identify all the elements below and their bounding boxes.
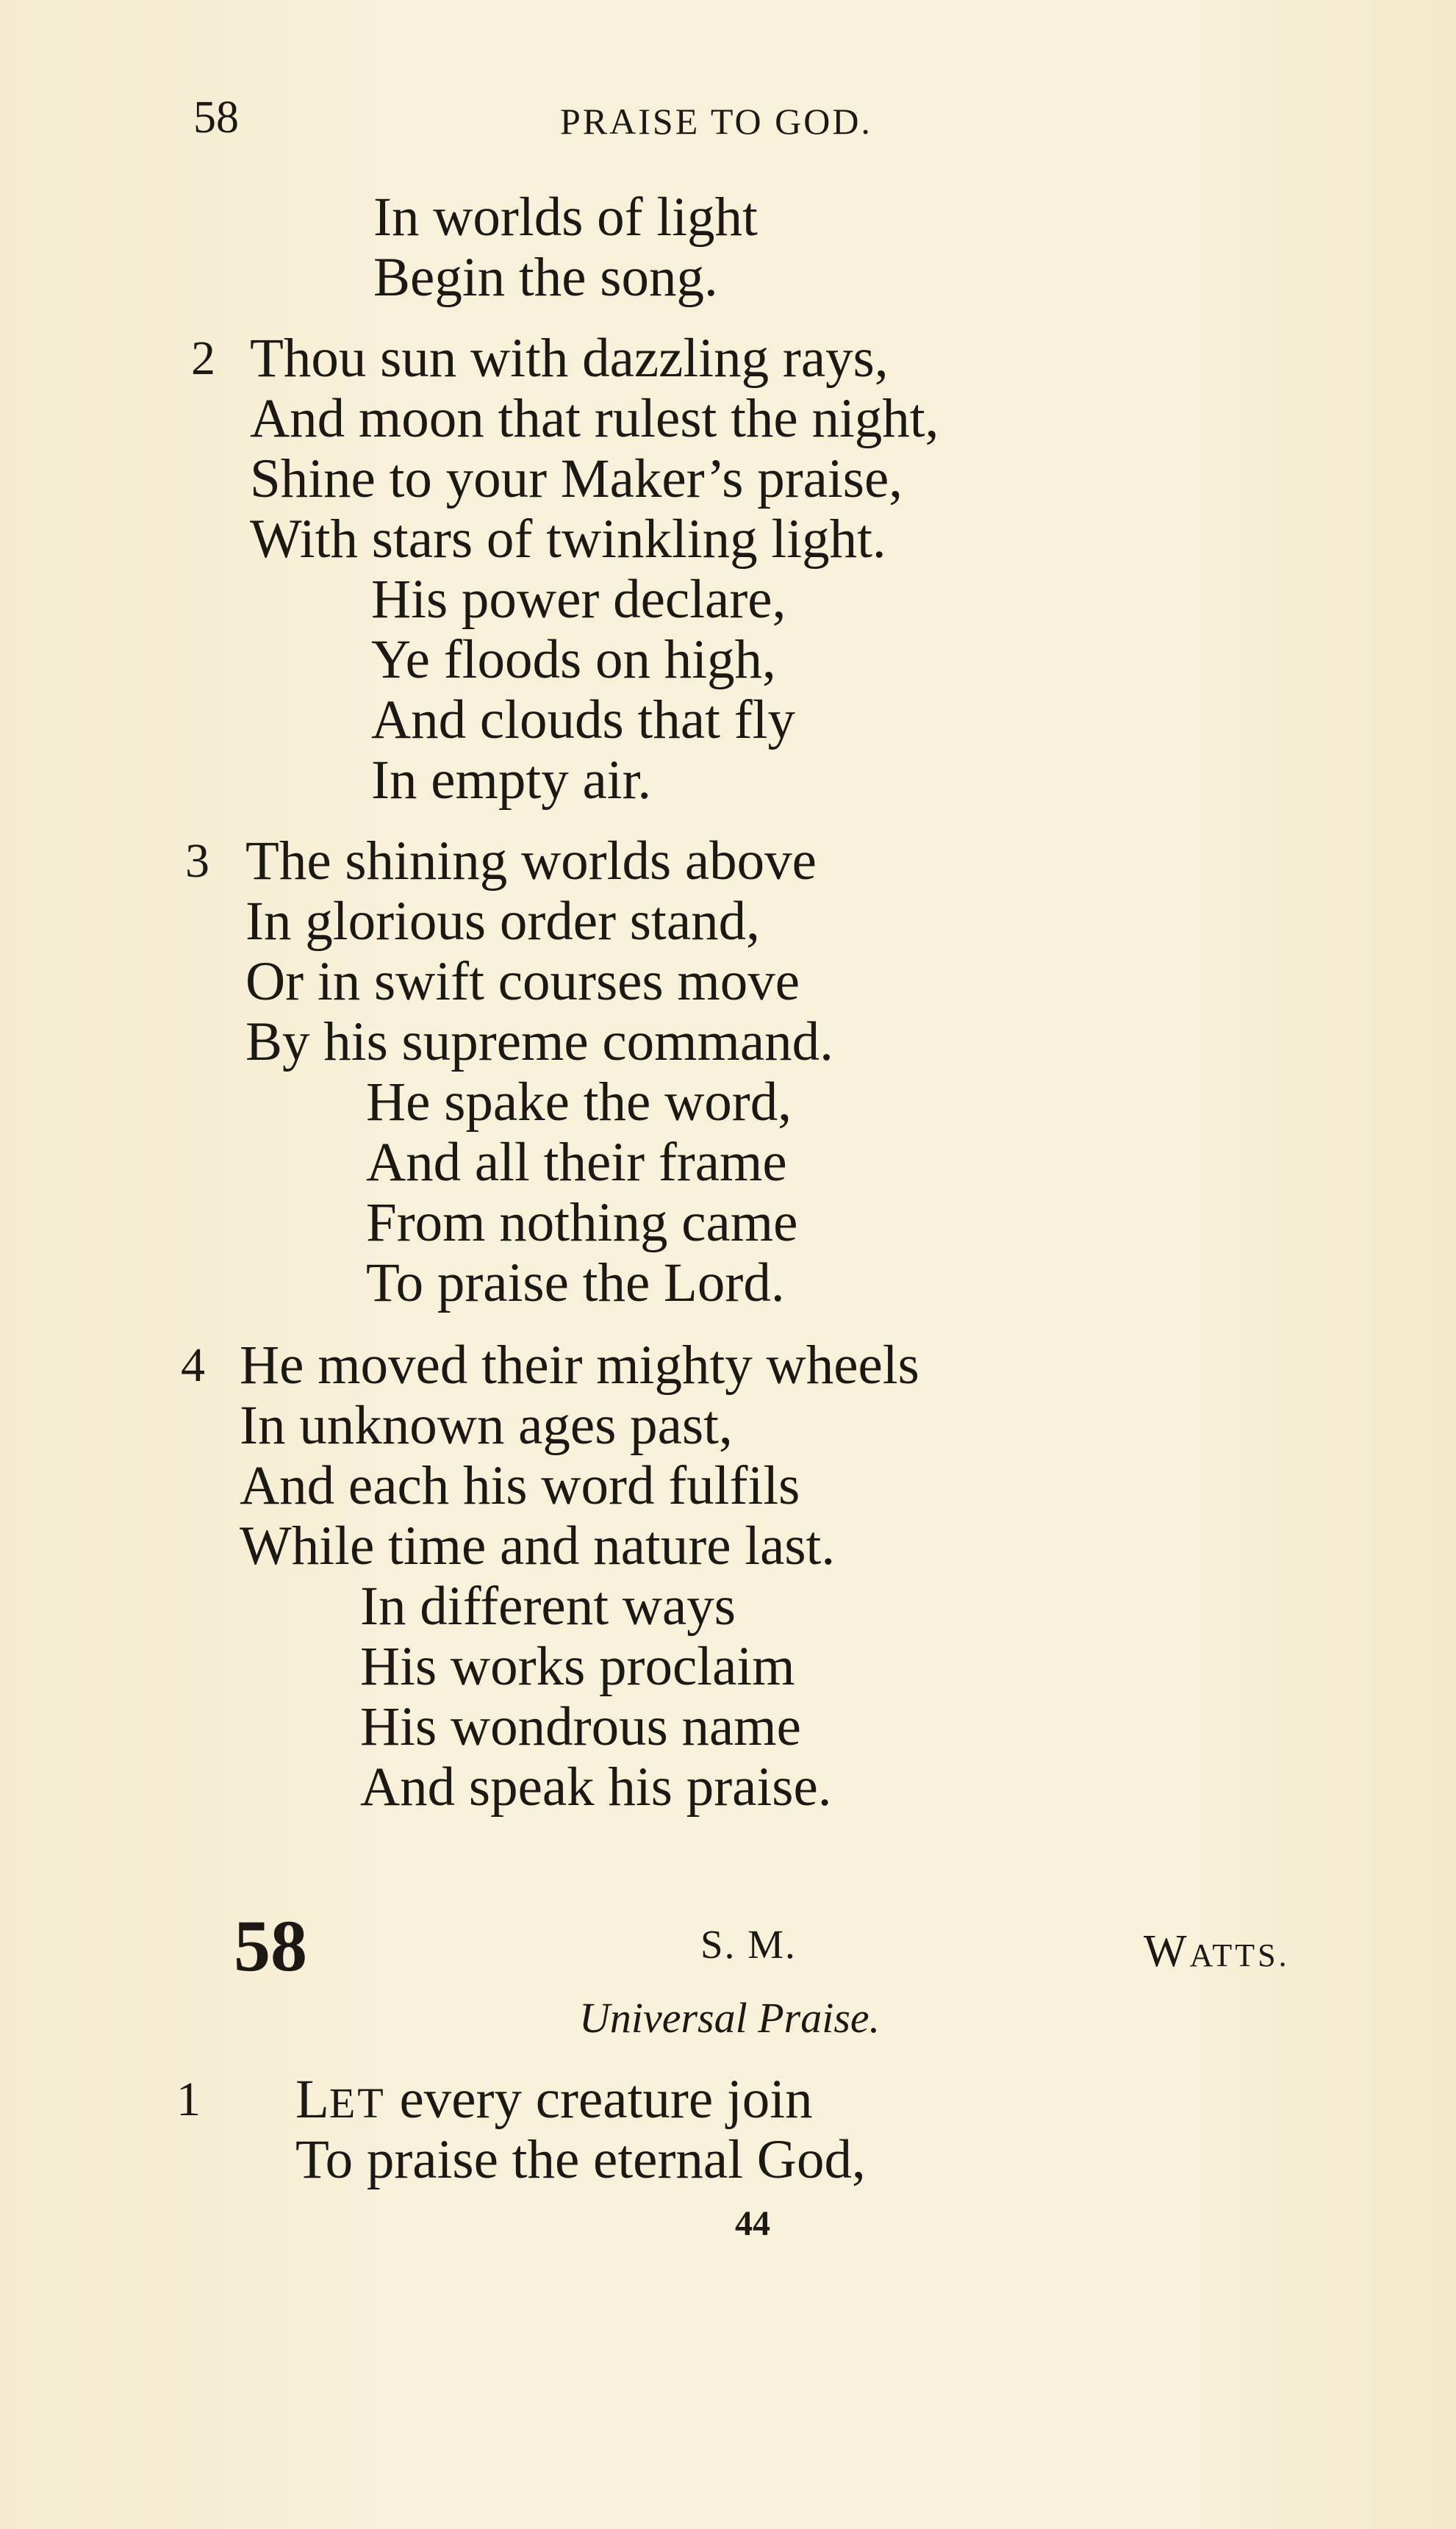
verse-line: LET every creature join bbox=[295, 2069, 813, 2130]
hymn-meter: S. M. bbox=[700, 1922, 797, 1967]
verse-line: His power declare, bbox=[371, 569, 786, 630]
verse-line: He spake the word, bbox=[366, 1072, 792, 1133]
verse-line: Thou sun with dazzling rays, bbox=[250, 328, 889, 389]
verse-line: By his supreme command. bbox=[245, 1011, 833, 1072]
page-number: 58 bbox=[193, 93, 239, 143]
verse-line: Begin the song. bbox=[373, 247, 718, 308]
verse-line: And all their frame bbox=[366, 1132, 787, 1193]
hymn-author: WATTS. bbox=[1144, 1926, 1290, 1976]
verse-line: His works proclaim bbox=[360, 1636, 795, 1697]
verse-line: In different ways bbox=[360, 1576, 736, 1637]
verse-line: In glorious order stand, bbox=[245, 891, 760, 952]
verse-line: To praise the eternal God, bbox=[295, 2129, 866, 2190]
running-title: PRAISE TO GOD. bbox=[560, 101, 872, 142]
verse-number: 2 bbox=[191, 331, 215, 385]
verse-number: 4 bbox=[181, 1338, 205, 1392]
signature-number: 44 bbox=[735, 2204, 770, 2243]
verse-line: To praise the Lord. bbox=[366, 1252, 785, 1313]
verse-line: Shine to your Maker’s praise, bbox=[250, 448, 903, 509]
verse-line: Or in swift courses move bbox=[245, 951, 800, 1012]
verse-line: And each his word fulfils bbox=[240, 1455, 800, 1516]
verse-line: And clouds that fly bbox=[371, 689, 796, 750]
verse-number: 3 bbox=[185, 834, 209, 888]
verse-line: In unknown ages past, bbox=[240, 1395, 733, 1456]
verse-line: He moved their mighty wheels bbox=[240, 1335, 919, 1396]
verse-line: While time and nature last. bbox=[240, 1515, 836, 1576]
hymn-subtitle: Universal Praise. bbox=[579, 1994, 881, 2042]
verse-line: Ye floods on high, bbox=[371, 629, 776, 690]
verse-line: In worlds of light bbox=[373, 187, 758, 248]
verse-line: And moon that rulest the night, bbox=[250, 388, 939, 449]
verse-line: With stars of twinkling light. bbox=[250, 509, 886, 570]
verse-line: And speak his praise. bbox=[360, 1757, 832, 1818]
verse-line: In empty air. bbox=[371, 750, 652, 811]
verse-line: The shining worlds above bbox=[245, 831, 817, 892]
verse-number: 1 bbox=[176, 2073, 201, 2126]
verse-line: His wondrous name bbox=[360, 1696, 801, 1757]
hymn-number: 58 bbox=[234, 1905, 307, 1987]
verse-line: From nothing came bbox=[366, 1192, 798, 1253]
